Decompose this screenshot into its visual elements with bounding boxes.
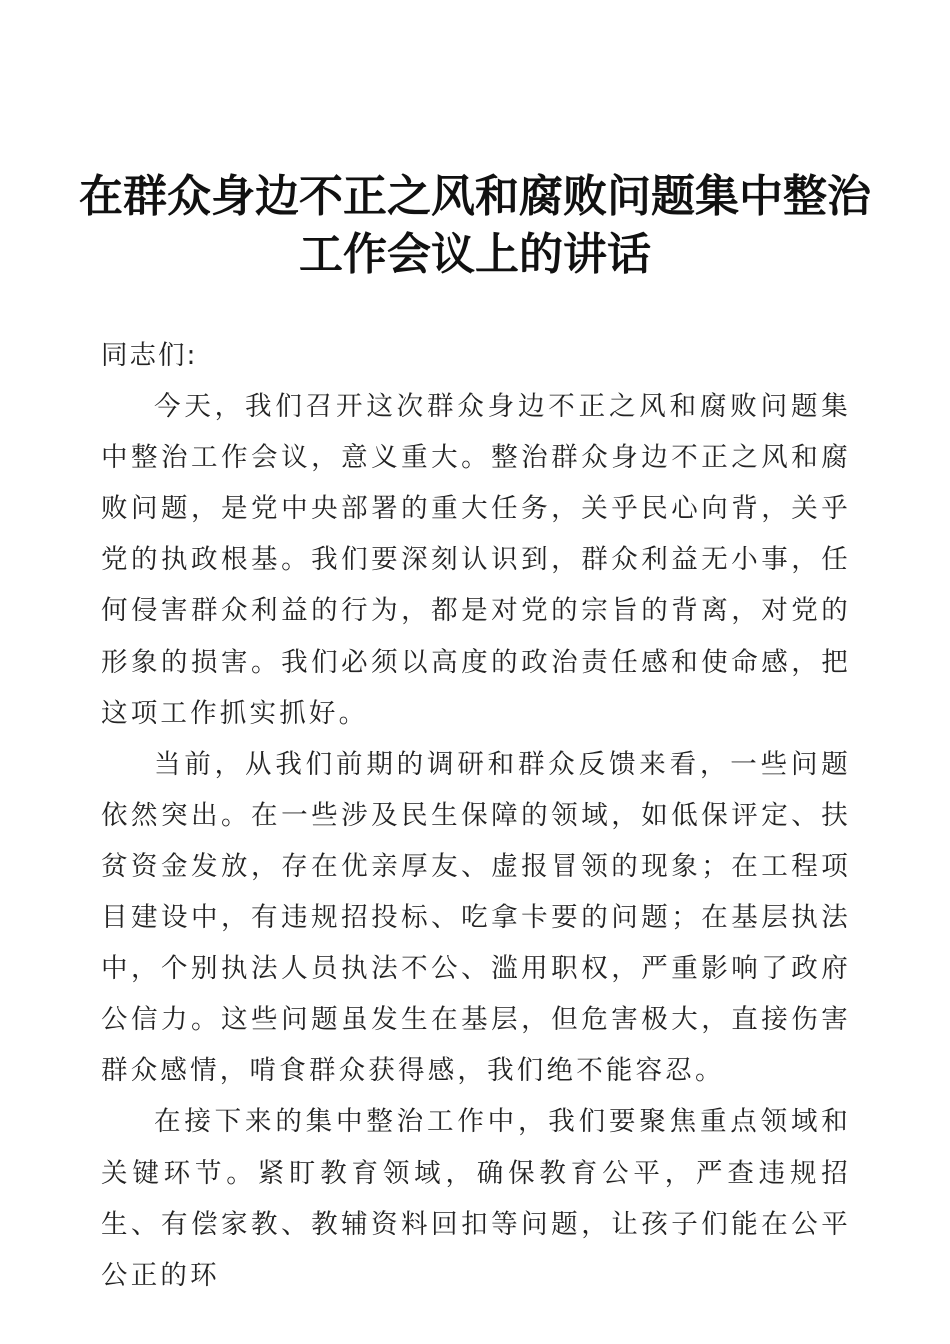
salutation: 同志们: — [101, 340, 198, 371]
paragraph-1: 今天，我们召开这次群众身边不正之风和腐败问题集中整治工作会议，意义重大。整治群众身边不正之风和腐败问题，是党中央部署的重大任务，关乎民心向背，关乎党的执政根基。我们要深刻认识到，群众利益无小事，任何侵害群众利益的行为，都是对党的宗旨的背离，对党的形象的损害。我们必须以高度的政治责任感和使命感，把这项工作抓实抓好。 — [101, 391, 851, 729]
paragraph-3: 在接下来的集中整治工作中，我们要聚焦重点领域和关键环节。紧盯教育领域，确保教育公平，严查违规招生、有偿家教、教辅资料回扣等问题，让孩子们能在公平公正的环 — [101, 1106, 851, 1291]
document-body — [101, 330, 851, 1301]
document-title — [60, 168, 890, 284]
paragraph-2: 当前，从我们前期的调研和群众反馈来看，一些问题依然突出。在一些涉及民生保障的领域，如低保评定、扶贫资金发放，存在优亲厚友、虚报冒领的现象；在工程项目建设中，有违规招投标、吃拿卡要的问题；在基层执法中，个别执法人员执法不公、滥用职权，严重影响了政府公信力。这些问题虽发生在基层，但危害极大，直接伤害群众感情，啃食群众获得感，我们绝不能容忍。 — [101, 748, 851, 1087]
title-line-2: 工作会议上的讲话 — [299, 229, 651, 280]
title-line-1: 在群众身边不正之风和腐败问题集中整治 — [79, 171, 871, 222]
